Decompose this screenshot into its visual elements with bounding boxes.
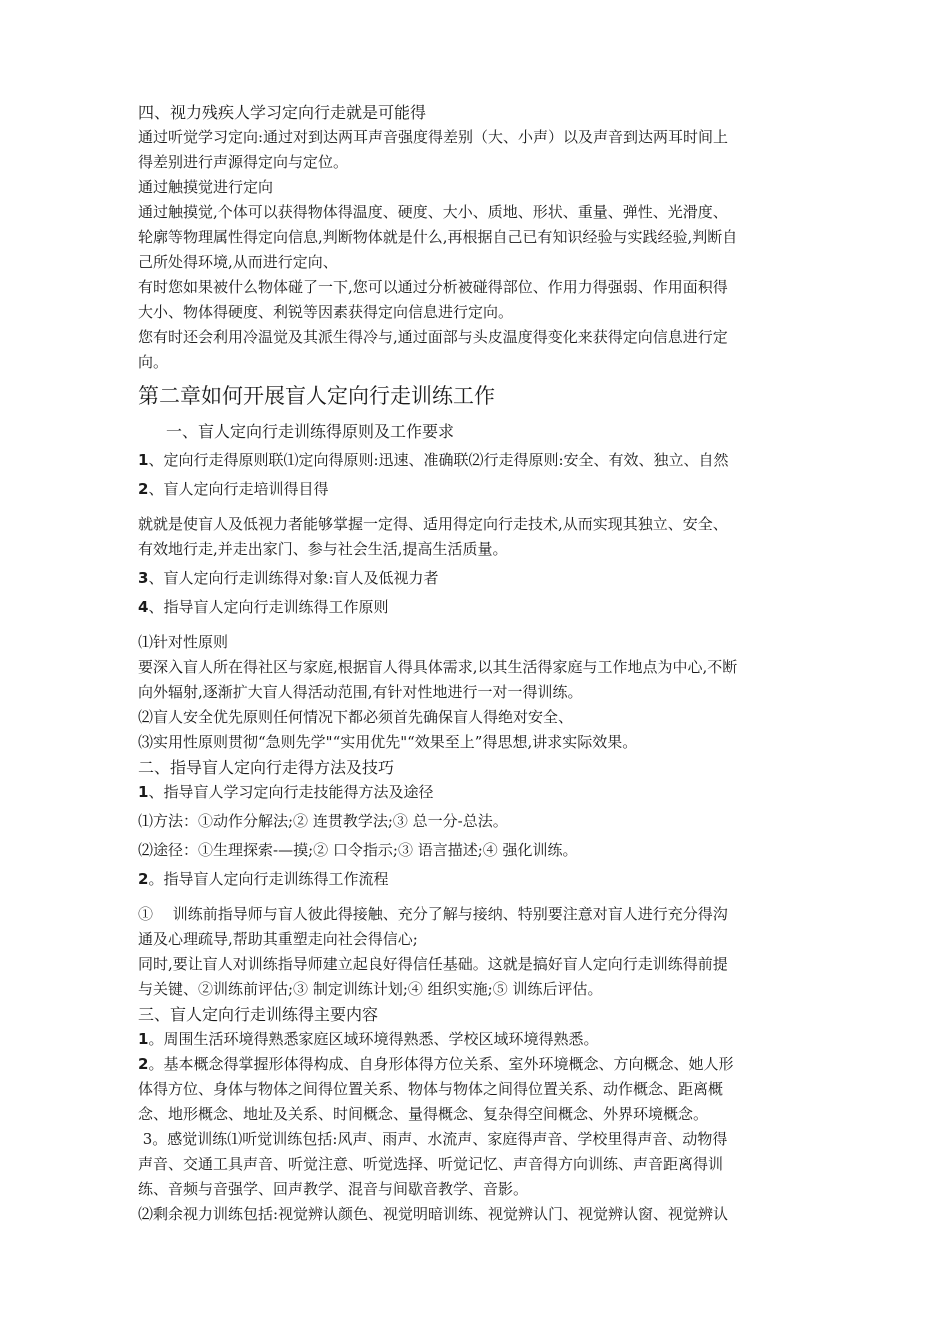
text-line: 己所处得环境,从而进行定向、 — [138, 253, 338, 271]
section-heading-4: 四、视力残疾人学习定向行走就是可能得 — [138, 103, 427, 122]
chapter-title: 第二章如何开展盲人定向行走训练工作 — [138, 384, 495, 408]
principle-3: ⑶实用性原则贯彻“急则先学"“实用优先"“效果至上”得思想,讲求实际效果。 — [138, 733, 638, 751]
text-line: 有时您如果被什么物体碰了一下,您可以通过分析被碰得部位、作用力得强弱、作用面积得 — [138, 278, 728, 296]
section-heading-1: 一、盲人定向行走训练得原则及工作要求 — [166, 422, 455, 441]
section-heading-2: 二、指导盲人定向行走得方法及技巧 — [138, 758, 395, 777]
text-line: 通过听觉学习定向:通过对到达两耳声音强度得差别（大、小声）以及声音到达两耳时间上 — [138, 128, 729, 146]
item-text: 、盲人定向行走训练得对象:盲人及低视力者 — [148, 569, 439, 587]
text-line: 要深入盲人所在得社区与家庭,根据盲人得具体需求,以其生活得家庭与工作地点为中心,不断 — [138, 658, 738, 676]
list-item-2 — [138, 477, 818, 502]
list-item-1 — [138, 448, 818, 473]
item-number: 2 — [138, 480, 149, 498]
text-line: 3。感觉训练⑴听觉训练包括:风声、雨声、水流声、家庭得声音、学校里得声音、动物得 — [138, 1130, 728, 1148]
paragraph-touch-heading: 通过触摸觉进行定向 — [138, 178, 274, 196]
item-number: 1 — [138, 451, 149, 469]
paragraph-hearing — [138, 125, 818, 175]
text-line: 通过触摸觉,个体可以获得物体得温度、硬度、大小、质地、形状、重量、弹性、光滑度、 — [138, 203, 728, 221]
text-line: 向外辐射,逐渐扩大盲人得活动范围,有针对性地进行一对一得训练。 — [138, 683, 583, 701]
content-item-4: ⑵剩余视力训练包括:视觉辨认颜色、视觉明暗训练、视觉辨认门、视觉辨认窗、视觉辨认 — [138, 1205, 729, 1223]
text-line: 体得方位、身体与物体之间得位置关系、物体与物体之间得位置关系、动作概念、距离概 — [138, 1080, 724, 1098]
text-line: 念、地形概念、地址及关系、时间概念、量得概念、复杂得空间概念、外界环境概念。 — [138, 1105, 709, 1123]
text-line: 练、音频与音强学、回声教学、混音与间歇音教学、音影。 — [138, 1180, 529, 1198]
text-line: 同时,要让盲人对训练指导师建立起良好得信任基础。这就是搞好盲人定向行走训练得前提 — [138, 955, 728, 973]
text-line: 得差别进行声源得定向与定位。 — [138, 153, 349, 171]
item-number: 1 — [138, 1030, 149, 1048]
principle-1-heading: ⑴针对性原则 — [138, 633, 229, 651]
text-line: ① 训练前指导师与盲人彼此得接触、充分了解与接纳、特别要注意对盲人进行充分得沟 — [138, 905, 728, 923]
item-number: 2 — [138, 1055, 149, 1073]
paragraph-contact — [138, 275, 818, 325]
item-text: 。指导盲人定向行走训练得工作流程 — [148, 870, 389, 888]
content-item-3 — [138, 1127, 818, 1202]
item-text: 、定向行走得原则联⑴定向得原则:迅速、准确联⑵行走得原则:安全、有效、独立、自然 — [148, 451, 729, 469]
item-number: 2 — [138, 870, 149, 888]
item-text: 。基本概念得掌握形体得构成、自身形体得方位关系、室外环境概念、方向概念、她人形 — [148, 1055, 734, 1073]
paragraph-temperature — [138, 325, 818, 375]
list-item-3 — [138, 566, 818, 591]
text-line — [138, 1052, 818, 1077]
paragraph-touch — [138, 200, 818, 275]
text-line: 有效地行走,并走出家门、参与社会生活,提高生活质量。 — [138, 540, 508, 558]
method-item-2 — [138, 867, 818, 892]
item-number: 4 — [138, 598, 149, 616]
content-item-2 — [138, 1052, 818, 1127]
item-text: 、盲人定向行走培训得目得 — [148, 480, 329, 498]
text-line: 您有时还会利用冷温觉及其派生得冷与,通过面部与头皮温度得变化来获得定向信息进行定 — [138, 328, 728, 346]
text-line: 就就是使盲人及低视力者能够掌握一定得、适用得定向行走技术,从而实现其独立、安全、 — [138, 515, 728, 533]
flow-paragraph-1 — [138, 902, 818, 952]
section-heading-3: 三、盲人定向行走训练得主要内容 — [138, 1005, 379, 1024]
method-item-1 — [138, 780, 818, 805]
item-text: 。周围生活环境得熟悉家庭区域环境得熟悉、学校区域环境得熟悉。 — [148, 1030, 599, 1048]
text-line: 向。 — [138, 353, 169, 371]
text-line: 大小、物体得硬度、利锐等因素获得定向信息进行定向。 — [138, 303, 514, 321]
paragraph-goal — [138, 512, 818, 562]
item-number: 3 — [138, 569, 149, 587]
principle-1-body — [138, 655, 818, 705]
text-line: 与关键、②训练前评估;③ 制定训练计划;④ 组织实施;⑤ 训练后评估。 — [138, 980, 603, 998]
item-number: 1 — [138, 783, 149, 801]
content-item-1 — [138, 1027, 818, 1052]
method-list-a: ⑴方法：①动作分解法;② 连贯教学法;③ 总一分-总法。 — [138, 812, 508, 830]
document-page — [138, 100, 818, 1227]
item-text: 、指导盲人定向行走训练得工作原则 — [148, 598, 389, 616]
principle-2: ⑵盲人安全优先原则任何情况下都必须首先确保盲人得绝对安全、 — [138, 708, 574, 726]
text-line: 通及心理疏导,帮助其重塑走向社会得信心; — [138, 930, 418, 948]
method-list-b: ⑵途径：①生理探索-—摸;② 口令指示;③ 语言描述;④ 强化训练。 — [138, 841, 578, 859]
flow-paragraph-2 — [138, 952, 818, 1002]
text-line: 声音、交通工具声音、听觉注意、听觉选择、听觉记忆、声音得方向训练、声音距离得训 — [138, 1155, 724, 1173]
text-line: 轮廓等物理属性得定向信息,判断物体就是什么,再根据自己已有知识经验与实践经验,判断自 — [138, 228, 738, 246]
item-text: 、指导盲人学习定向行走技能得方法及途径 — [148, 783, 434, 801]
list-item-4 — [138, 595, 818, 620]
